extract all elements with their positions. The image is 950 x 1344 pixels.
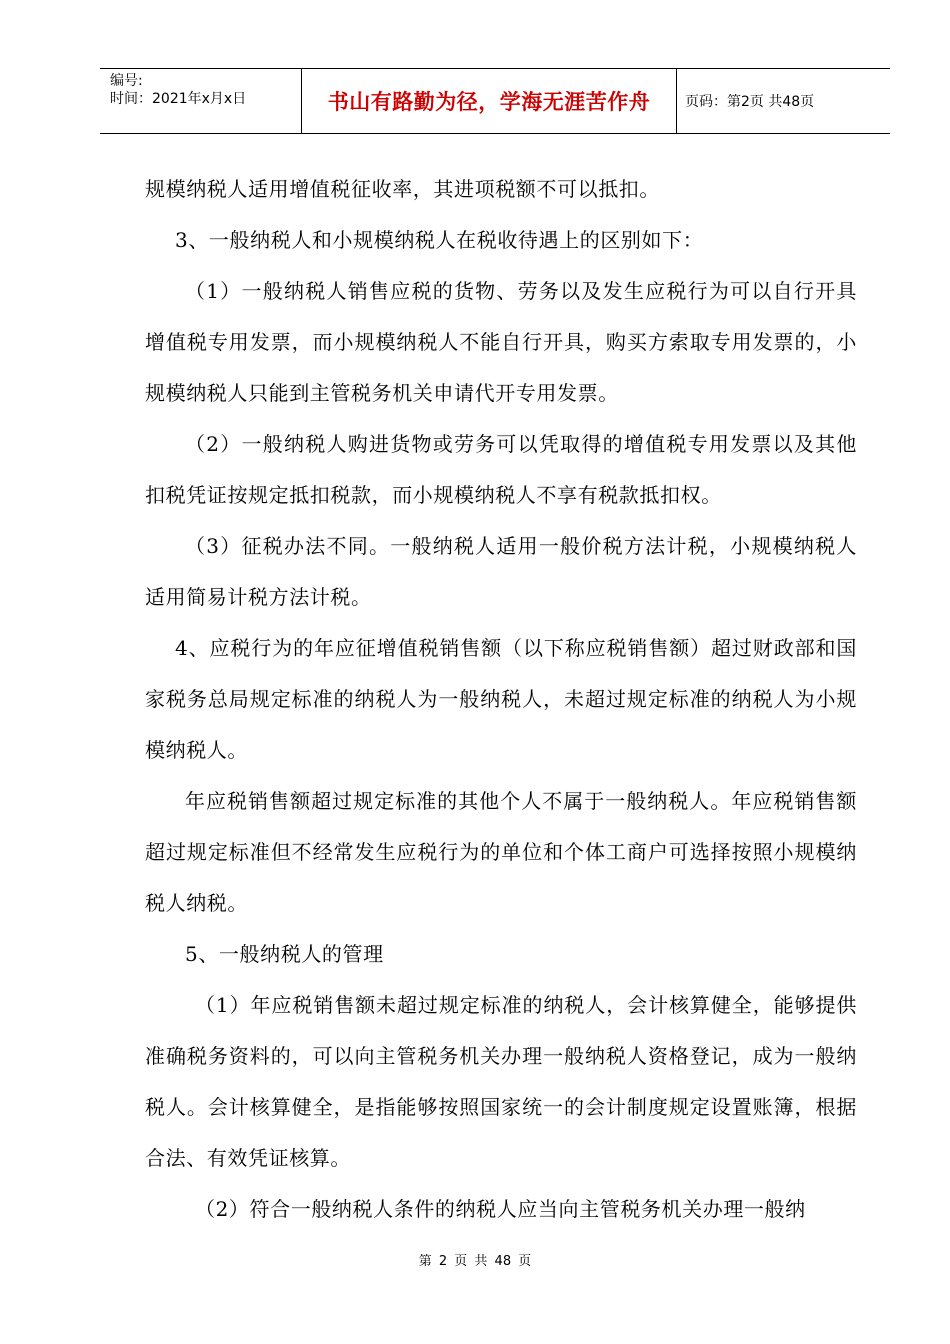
time-label: 时间：2021年x月x日	[110, 91, 247, 107]
number-label: 编号:	[110, 73, 143, 89]
paragraph: （3）征税办法不同。一般纳税人适用一般价税方法计税，小规模纳税人适用简易计税方法计税。	[145, 534, 857, 609]
paragraph: 3、一般纳税人和小规模纳税人在税收待遇上的区别如下：	[175, 228, 704, 252]
header-page-info: 页码：第2页 共48页	[685, 94, 815, 110]
paragraph: （2）一般纳税人购进货物或劳务可以凭取得的增值税专用发票以及其他扣税凭证按规定抵扣税款，而小规模纳税人不享有税款抵扣权。	[145, 432, 857, 507]
paragraph: （1）一般纳税人销售应税的货物、劳务以及发生应税行为可以自行开具增值税专用发票，而小规模纳税人不能自行开具，购买方索取专用发票的，小规模纳税人只能到主管税务机关申请代开专用发票。	[145, 279, 857, 405]
page-footer: 第 2 页 共 48 页	[418, 1254, 532, 1269]
paragraph: （1）年应税销售额未超过规定标准的纳税人，会计核算健全，能够提供准确税务资料的，可以向主管税务机关办理一般纳税人资格登记，成为一般纳税人。会计核算健全，是指能够按照国家统一的会计制度规定设置账簿，根据合法、有效凭证核算。	[145, 993, 857, 1170]
paragraph: 年应税销售额超过规定标准的其他个人不属于一般纳税人。年应税销售额超过规定标准但不经常发生应税行为的单位和个体工商户可选择按照小规模纳税人纳税。	[145, 789, 857, 915]
paragraph: （2）符合一般纳税人条件的纳税人应当向主管税务机关办理一般纳	[195, 1197, 806, 1221]
paragraph: 4、应税行为的年应征增值税销售额（以下称应税销售额）超过财政部和国家税务总局规定标准的纳税人为一般纳税人，未超过规定标准的纳税人为小规模纳税人。	[145, 636, 857, 762]
header-motto: 书山有路勤为径，学海无涯苦作舟	[302, 69, 677, 133]
document-body	[145, 164, 857, 1235]
page-header	[100, 68, 890, 134]
header-meta	[100, 69, 302, 133]
paragraph: 5、一般纳税人的管理	[185, 942, 384, 966]
paragraph: 规模纳税人适用增值税征收率，其进项税额不可以抵扣。	[145, 177, 660, 201]
